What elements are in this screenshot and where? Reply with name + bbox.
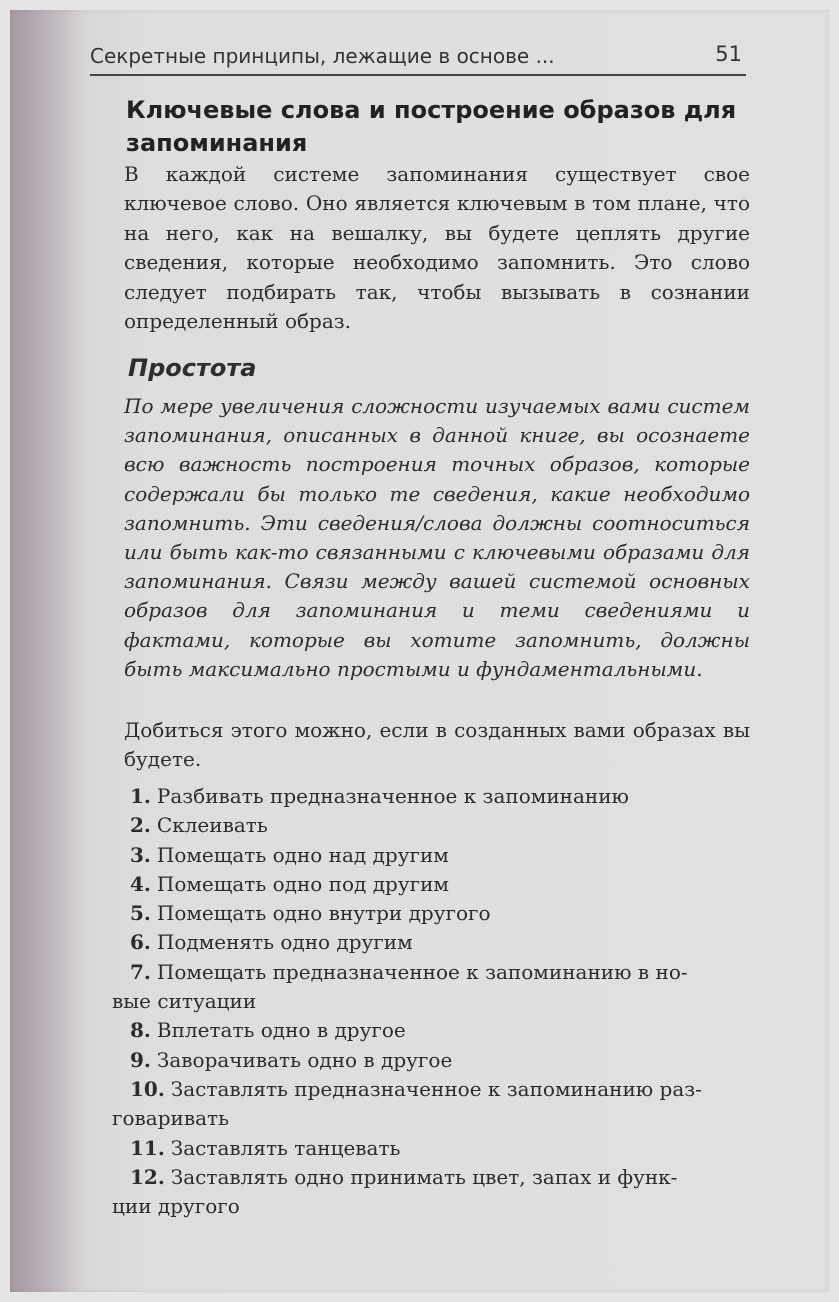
- list-item: [124, 899, 750, 928]
- list-item: [112, 1075, 750, 1134]
- list-item-text: Вплетать одно в другое: [156, 1018, 406, 1043]
- list-item-text: Заворачивать одно в другое: [156, 1047, 453, 1072]
- list-item-text: Подменять одно другим: [156, 930, 413, 955]
- list-item-text: Склеивать: [156, 813, 268, 838]
- list-item-number: 3.: [130, 842, 151, 867]
- list-item: [124, 1134, 750, 1163]
- list-item-number: 6.: [130, 930, 151, 955]
- numbered-list: [112, 782, 750, 1221]
- list-item-text: Заставлять одно принимать цвет, запах и функ-: [170, 1164, 678, 1189]
- list-item-text: Заставлять танцевать: [170, 1135, 401, 1160]
- page-spine-shadow: [10, 10, 80, 1292]
- list-item-number: 5.: [130, 901, 151, 926]
- list-item-text: Разбивать предназначенное к запоминанию: [156, 784, 629, 808]
- italic-paragraph: По мере увеличения сложности изучаемых вами систем запоминания, описанных в данной книге, вы осознаете всю важность построения точных образов, которые содержали бы только те сведения, какие необходимо запомнить. Эти сведения/слова должны соотноситься или быть как-то связанными с ключевыми образами для запоминания. Связи между вашей системой основных образов для запоминания и теми сведениями и фактами, которые вы хотите запомнить, должны быть максимально простыми и фундаментальными.: [124, 394, 750, 681]
- list-item-continuation: вые ситуации: [112, 989, 257, 1014]
- list-item-continuation: ции другого: [112, 1194, 240, 1219]
- list-item: [112, 1163, 750, 1222]
- list-item-continuation: говаривать: [112, 1106, 229, 1131]
- running-head-title: Секретные принципы, лежащие в основе ...: [90, 44, 555, 68]
- list-item-number: 11.: [130, 1135, 165, 1160]
- list-item-number: 8.: [130, 1018, 151, 1043]
- list-item: [124, 841, 750, 870]
- section-title: Ключевые слова и построение образов для запоминания: [126, 96, 737, 157]
- list-item-number: 1.: [130, 784, 151, 808]
- list-item: [124, 782, 750, 811]
- list-item-text: Помещать одно под другим: [156, 871, 449, 896]
- list-item: [124, 870, 750, 899]
- list-item-number: 4.: [130, 871, 151, 896]
- list-item-number: 10.: [130, 1076, 165, 1101]
- section-paragraph: В каждой системе запоминания существует свое ключевое слово. Оно является ключевым в том плане, что на него, как на вешалку, вы будете цеплять другие сведения, которые необходимо запомнить. Это слово следует подбирать так, чтобы вызывать в сознании определенный образ.: [124, 162, 750, 334]
- list-intro: Добиться этого можно, если в созданных вами образах вы будете.: [124, 718, 750, 772]
- list-item: [124, 928, 750, 957]
- list-item-text: Помещать предназначенное к запоминанию в но-: [156, 959, 688, 984]
- list-item-number: 7.: [130, 959, 151, 984]
- list-item-text: Заставлять предназначенное к запоминанию раз-: [170, 1076, 702, 1101]
- list-item-number: 2.: [130, 813, 151, 838]
- running-head: [90, 40, 746, 76]
- page-number: 51: [715, 42, 742, 66]
- book-page: [10, 10, 829, 1292]
- list-item-number: 9.: [130, 1047, 151, 1072]
- subsection-title: Простота: [128, 354, 257, 382]
- list-item: [124, 1016, 750, 1045]
- list-item: [124, 811, 750, 840]
- list-item-text: Помещать одно над другим: [156, 842, 449, 867]
- list-item-number: 12.: [130, 1164, 165, 1189]
- list-item: [124, 1046, 750, 1075]
- list-item-text: Помещать одно внутри другого: [156, 901, 491, 926]
- list-item: [112, 958, 750, 1017]
